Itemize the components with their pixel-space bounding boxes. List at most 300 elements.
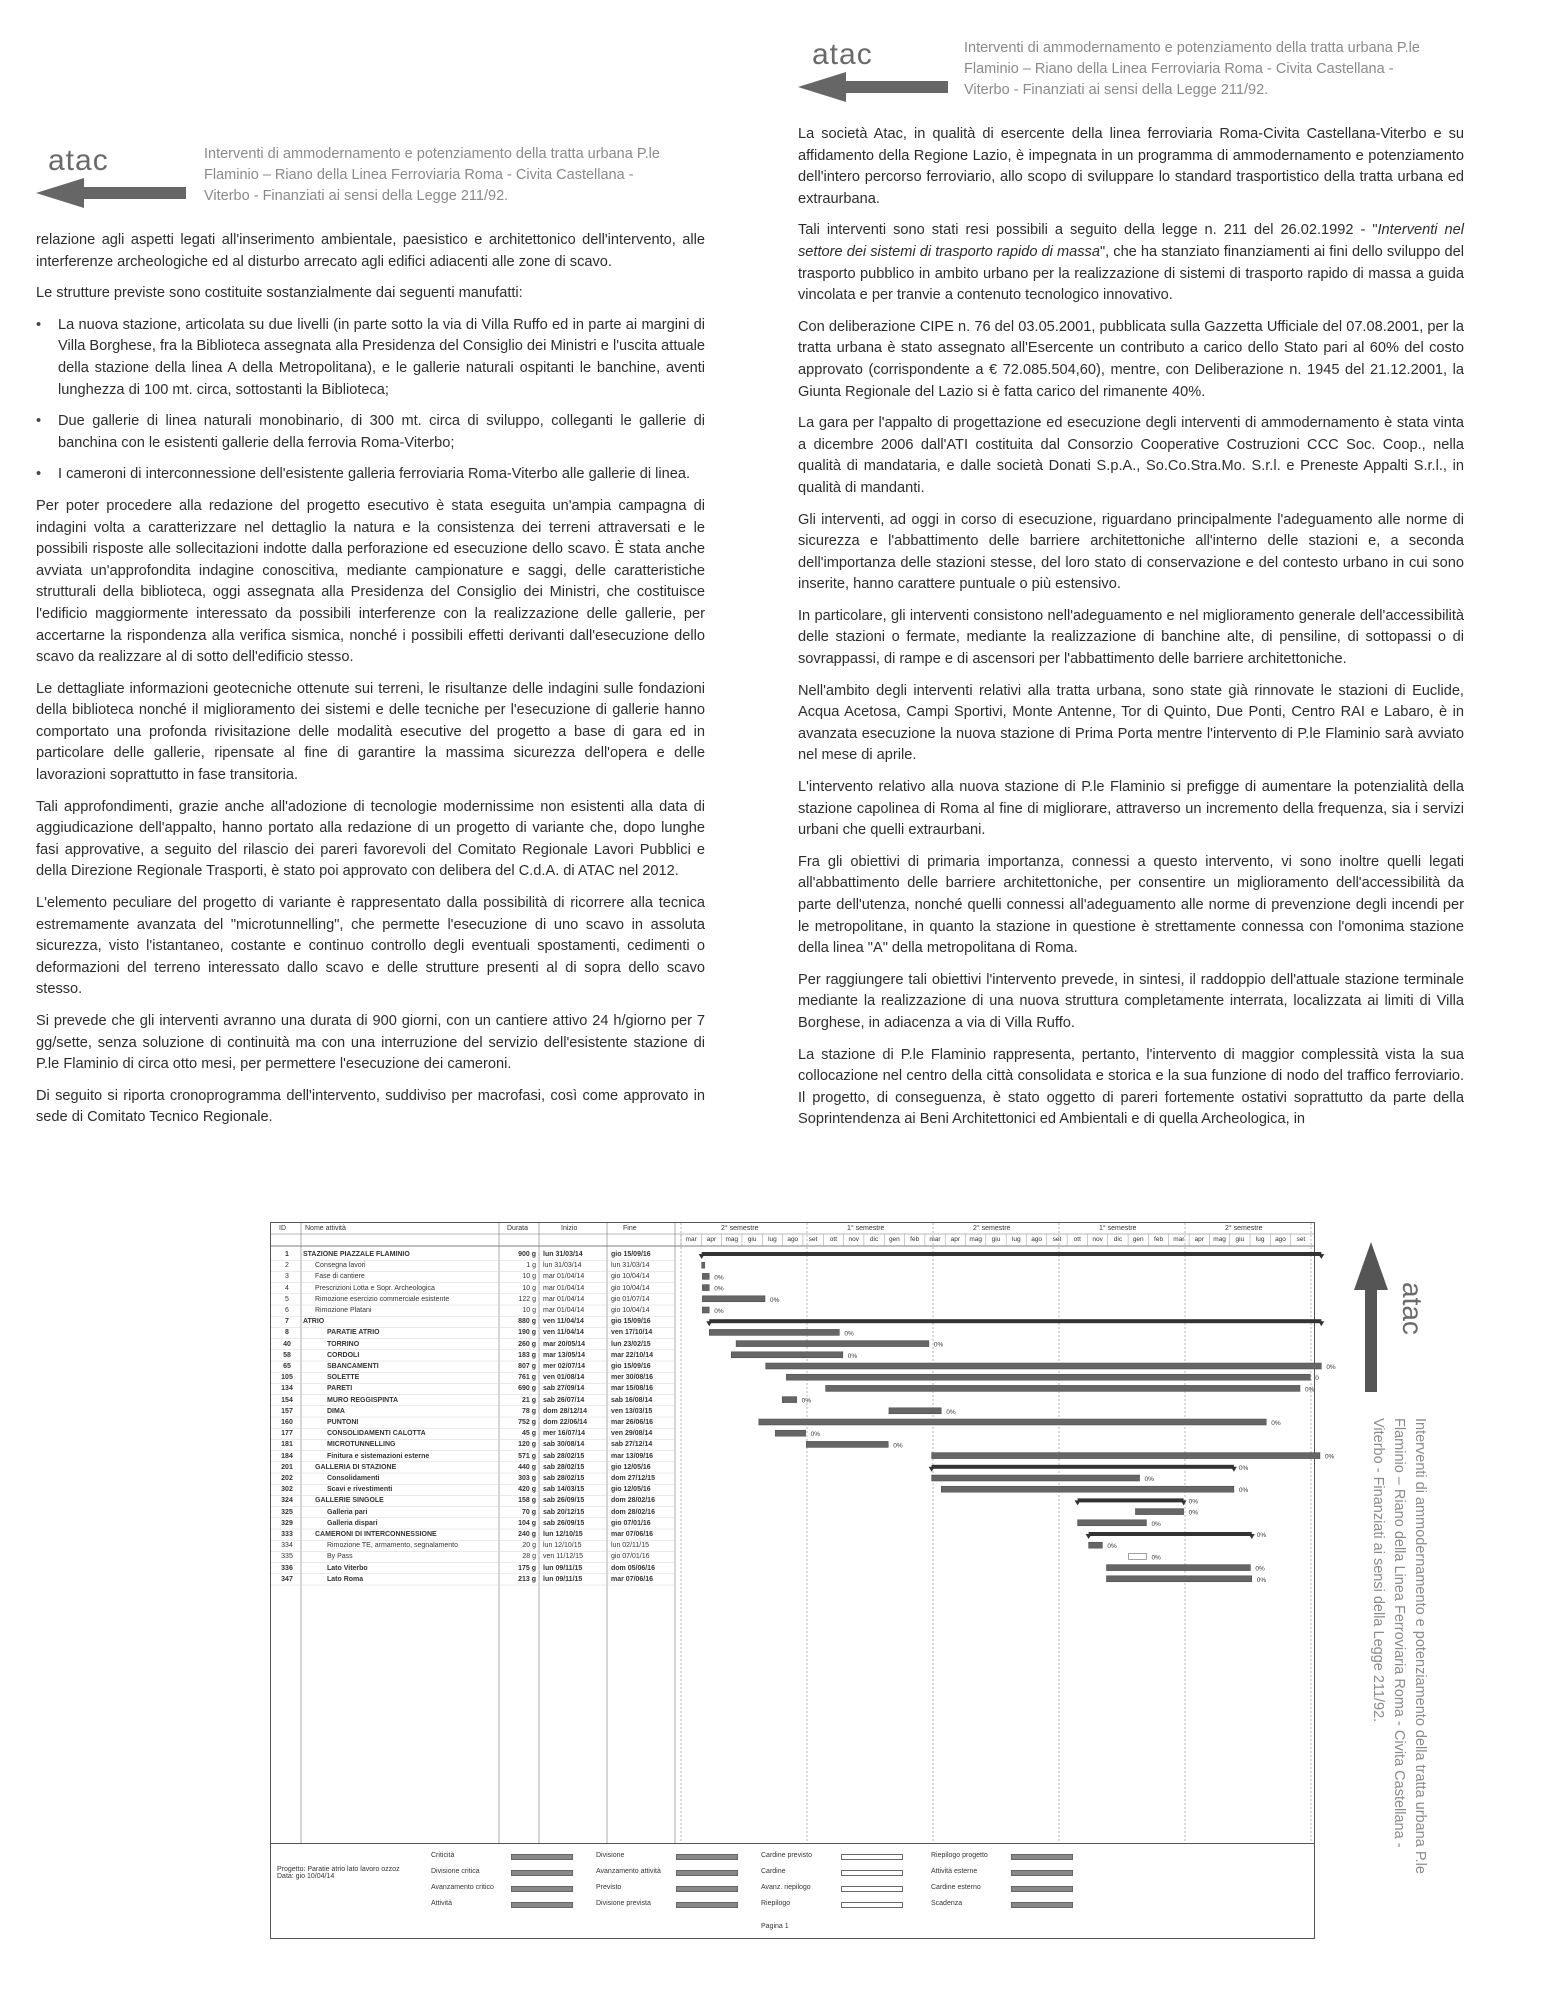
gantt-row (271, 1283, 1314, 1294)
gantt-percent-label: 0% (1238, 1464, 1249, 1472)
legend-swatch (676, 1902, 738, 1908)
gantt-month-label: mar (685, 1236, 697, 1243)
gantt-cell-duration: 880 g (518, 1318, 536, 1326)
gantt-period-label: 1° semestre (847, 1225, 885, 1232)
gantt-cell-id: 65 (283, 1363, 291, 1370)
gantt-cell-duration: 190 g (518, 1329, 536, 1337)
gantt-cell-name: Galleria pari (327, 1508, 368, 1516)
gantt-percent-label: 0 (1315, 1375, 1319, 1383)
gantt-cell-name: TORRINO (327, 1340, 360, 1348)
legend-swatch (676, 1886, 738, 1892)
header-title: Interventi di ammodernamento e potenziamento della tratta urbana P.le Flaminio – Riano della Linea Ferroviaria Roma - Civita Castellana - Viterbo - Finanziati ai sensi della Legge 211/92. (204, 146, 660, 204)
gantt-cell-id: 6 (285, 1307, 289, 1314)
gantt-cell-id: 157 (281, 1407, 293, 1415)
gantt-row (271, 1316, 1314, 1327)
gantt-row (271, 1372, 1314, 1383)
gantt-row (271, 1417, 1314, 1428)
gantt-cell-name: Finitura e sistemazioni esterne (327, 1452, 430, 1460)
gantt-percent-label: 0% (1188, 1509, 1199, 1517)
legend-label: Avanzamento attività (596, 1868, 661, 1875)
gantt-row (271, 1563, 1314, 1574)
gantt-cell-end: lun 02/11/15 (611, 1542, 650, 1550)
gantt-cell-name: GALLERIA DI STAZIONE (315, 1463, 397, 1471)
gantt-percent-label: 0% (801, 1397, 812, 1405)
gantt-cell-end: gio 10/04/14 (611, 1284, 650, 1292)
right-header (798, 30, 1518, 112)
legend-swatch (841, 1902, 903, 1908)
gantt-period-label: 1° semestre (1099, 1225, 1137, 1232)
right-column (798, 124, 1464, 1141)
gantt-percent-label: 0% (1271, 1420, 1281, 1427)
gantt-month-label: set (1052, 1236, 1062, 1243)
gantt-percent-label: 0% (1107, 1543, 1117, 1551)
gantt-cell-duration: 10 g (522, 1273, 536, 1281)
gantt-month-label: set (808, 1236, 818, 1243)
gantt-cell-end: lun 31/03/14 (611, 1262, 650, 1270)
gantt-row (271, 1294, 1314, 1305)
gantt-header-start: Inizio (561, 1225, 578, 1232)
gantt-percent-label: 0% (770, 1296, 780, 1304)
paragraph: Tali approfondimenti, grazie anche all'adozione di tecnologie modernissime non esistenti alla data di aggiudicazione dell'appalto, hanno portato alla redazione di un progetto di variante che, dopo lunghe fasi approvative, a seguito del rilascio dei pareri favorevoli del Comitato Regionale Lavori Pubblici e della Direzione Regionale Trasporti, è stato poi approvato con delibera del C.d.A. di ATAC nel 2012. (36, 798, 705, 880)
gantt-cell-start: lun 09/11/15 (543, 1564, 583, 1572)
gantt-cell-duration: 21 g (521, 1396, 536, 1404)
gantt-header-id: ID (279, 1225, 286, 1232)
gantt-cell-name: Galleria dispari (327, 1519, 378, 1527)
gantt-cell-start: sab 28/02/15 (543, 1463, 585, 1471)
paragraph: La gara per l'appalto di progettazione ed esecuzione degli interventi di ammodernamento è stata vinta a dicembre 2006 dall'ATI costituita dal Consorzio Cooperative Costruzioni CCC Soc. Coop., nella qualità di mandataria, e dalle società Donati S.p.A., So.Co.Stra.Mo. S.r.l. e Preneste Appalti S.r.l., in qualità di mandanti. (798, 415, 1464, 496)
gantt-row (271, 1462, 1314, 1473)
legend-swatch (1011, 1854, 1073, 1860)
paragraph: Tali interventi sono stati resi possibili a seguito della legge n. 211 del 26.02.1992 - "Interventi nel settore dei sistemi di trasporto rapido di massa", che ha stanziato finanziamenti ai fini dello sviluppo del trasporto pubblico in ambito urbano per la realizzazione di sistemi di trasporto rapido di massa a guida vincolata e per tranvie a contenuto tecnologico innovativo. (798, 222, 1464, 304)
gantt-cell-id: 1 (285, 1251, 289, 1258)
gantt-cell-duration: 571 g (518, 1452, 536, 1460)
gantt-cell-end: ven 13/03/15 (611, 1407, 653, 1415)
paragraph: Fra gli obiettivi di primaria importanza, connessi a questo intervento, vi sono inoltre quelli legati all'abbattimento delle barriere architettoniche, per consentire un miglioramento dell'accessibilità da parte dell'utenza, nonché quelli connessi all'adeguamento alle norme di prevenzione degli incendi per le metropolitane, in quanto la stazione in questione è strettamente connessa con l'omonima stazione della linea "A" della metropolitana di Roma. (798, 853, 1464, 957)
gantt-row (271, 1495, 1314, 1506)
gantt-cell-start: lun 31/03/14 (543, 1251, 583, 1258)
gantt-row (271, 1260, 1314, 1271)
atac-logo-arrow-icon (798, 72, 948, 102)
gantt-row (271, 1507, 1314, 1518)
gantt-cell-start: mar 13/05/14 (543, 1351, 586, 1359)
gantt-cell-id: 335 (281, 1553, 293, 1561)
gantt-cell-name: Consolidamenti (327, 1475, 380, 1482)
header-title: Interventi di ammodernamento e potenziamento della tratta urbana P.le Flaminio – Riano della Linea Ferroviaria Roma - Civita Castellana - Viterbo - Finanziati ai sensi della Legge 211/92. (964, 40, 1420, 98)
gantt-period-label: 2° semestre (1225, 1225, 1263, 1232)
gantt-row (271, 1574, 1314, 1585)
gantt-percent-label: 0% (714, 1308, 724, 1315)
gantt-cell-duration: 28 g (522, 1553, 536, 1561)
gantt-period-label: 2° semestre (973, 1225, 1011, 1232)
gantt-month-label: lug (1255, 1236, 1265, 1243)
gantt-row (271, 1484, 1314, 1495)
gantt-header-duration: Durata (507, 1225, 529, 1232)
gantt-cell-start: sab 28/02/15 (543, 1475, 585, 1482)
gantt-cell-start: mar 20/05/14 (543, 1340, 586, 1348)
gantt-percent-label: 0% (1255, 1565, 1265, 1573)
gantt-legend (271, 1843, 1314, 1919)
bullet-item: • I cameroni di interconnessione dell'esistente galleria ferroviaria Roma-Viterbo alle gallerie di linea. (36, 464, 705, 486)
gantt-row (271, 1473, 1314, 1484)
gantt-cell-duration: 10 g (522, 1307, 536, 1314)
gantt-cell-end: sab 27/12/14 (611, 1441, 653, 1449)
gantt-percent-label: 0% (714, 1285, 724, 1293)
gantt-cell-start: dom 28/12/14 (543, 1407, 587, 1415)
gantt-cell-end: ven 29/08/14 (611, 1430, 653, 1438)
side-banner (1350, 1222, 1530, 1982)
gantt-cell-name: GALLERIE SINGOLE (315, 1497, 384, 1505)
paragraph: Nell'ambito degli interventi relativi alla tratta urbana, sono state già rinnovate le stazioni di Euclide, Acqua Acetosa, Campi Sportivi, Monte Antenne, Tor di Quinto, Due Ponti, Centro RAI e Labaro, è in avanzata esecuzione la nuova stazione di Prima Porta mentre l'intervento di P.le Flaminio sarà avviato nel mese di aprile. (798, 682, 1464, 764)
gantt-cell-duration: 761 g (518, 1374, 536, 1382)
gantt-summary-cap (1318, 1321, 1324, 1326)
gantt-cell-end: gio 15/09/16 (611, 1318, 651, 1326)
legend-swatch (511, 1870, 573, 1876)
gantt-cell-name: Prescrizioni Lotta e Sopr. Archeologica (315, 1284, 435, 1292)
gantt-percent-label: 0% (893, 1442, 903, 1450)
gantt-cell-start: ven 11/12/15 (543, 1553, 583, 1561)
gantt-month-label: mar (929, 1236, 941, 1243)
paragraph: Per poter procedere alla redazione del progetto esecutivo è stata eseguita un'ampia campagna di indagini volta a caratterizzare nel dettaglio la natura e la consistenza dei terreni attraversati e le possibili risposte alle sollecitazioni indotte dalla perforazione ed esecuzione dello scavo. È stata anche avviata un'approfondita indagine conoscitiva, mediante campionature e saggi, delle caratteristiche strutturali della biblioteca, oggi assegnata alla Presidenza del Consiglio dei Ministri, che costituisce l'edificio maggiormente interessato da possibili interferenze con la realizzazione delle gallerie, per accertarne la rispondenza alla verifica sismica, nonché i possibili effetti derivanti dall'esecuzione dello scavo da realizzare al di sotto dell'edificio stesso. (36, 497, 705, 666)
gantt-row (271, 1383, 1314, 1394)
gantt-cell-id: 40 (283, 1340, 291, 1348)
gantt-cell-name: Rimozione esercizio commerciale esistente (315, 1295, 450, 1303)
paragraph: Di seguito si riporta cronoprogramma dell'intervento, suddiviso per macrofasi, così come approvato in sede di Comitato Tecnico Regionale. (36, 1087, 705, 1126)
gantt-row (271, 1451, 1314, 1462)
legend-swatch (676, 1854, 738, 1860)
gantt-cell-duration: 78 g (521, 1407, 536, 1415)
gantt-month-label: dic (1113, 1236, 1123, 1243)
gantt-cell-name: STAZIONE PIAZZALE FLAMINIO (303, 1251, 410, 1258)
gantt-month-label: dic (869, 1236, 879, 1243)
gantt-month-label: apr (1194, 1236, 1204, 1243)
gantt-cell-end: gio 15/09/16 (611, 1251, 651, 1258)
gantt-cell-duration: 260 g (518, 1340, 536, 1348)
legend-label: Attività (431, 1900, 453, 1907)
legend-label: Riepilogo progetto (931, 1852, 988, 1859)
gantt-cell-start: mer 16/07/14 (543, 1430, 586, 1438)
gantt-month-label: ott (829, 1236, 838, 1243)
gantt-cell-name: Lato Viterbo (327, 1564, 368, 1572)
gantt-cell-end: gio 15/09/16 (611, 1363, 651, 1370)
gantt-month-label: nov (1092, 1236, 1103, 1243)
gantt-cell-start: sab 20/12/15 (543, 1508, 585, 1516)
gantt-month-label: lug (1011, 1236, 1021, 1243)
gantt-cell-duration: 45 g (521, 1430, 536, 1438)
gantt-cell-end: dom 27/12/15 (611, 1475, 655, 1482)
gantt-month-label: nov (848, 1236, 859, 1243)
gantt-month-label: giu (1235, 1236, 1245, 1243)
left-column (36, 230, 705, 1139)
gantt-cell-duration: 20 g (522, 1542, 536, 1550)
gantt-cell-name: Rimozione Platani (315, 1307, 372, 1314)
gantt-cell-end: dom 28/02/16 (611, 1497, 655, 1505)
gantt-cell-start: sab 30/08/14 (543, 1441, 585, 1449)
gantt-percent-label: 0% (847, 1352, 858, 1360)
gantt-percent-label: 0% (714, 1274, 724, 1282)
paragraph: Con deliberazione CIPE n. 76 del 03.05.2001, pubblicata sulla Gazzetta Ufficiale del 07.08.2001, per la tratta urbana è stato assegnato all'Esercente un contributo a carico dello Stato pari al 60% del costo approvato (corrispondente a € 72.085.504,60), mentre, con Deliberazione n. 1945 del 21.12.2001, la Giunta Regionale del Lazio si è fatta carico del rimanente 40%. (798, 318, 1464, 400)
gantt-cell-id: 334 (281, 1542, 293, 1550)
gantt-cell-duration: 175 g (518, 1564, 536, 1572)
atac-logo-arrow-up-icon (1354, 1242, 1388, 1392)
gantt-cell-duration: 240 g (518, 1531, 536, 1538)
gantt-month-label: mar (1173, 1236, 1185, 1243)
gantt-cell-id: 58 (283, 1351, 291, 1359)
gantt-cell-start: sab 14/03/15 (543, 1486, 585, 1494)
gantt-row (271, 1305, 1314, 1316)
legend-label: Avanzamento critico (431, 1884, 494, 1891)
gantt-cell-name: Lato Roma (327, 1575, 364, 1583)
legend-swatch (841, 1870, 903, 1876)
gantt-cell-end: gio 10/04/14 (611, 1273, 650, 1281)
gantt-row (271, 1327, 1314, 1338)
gantt-percent-label: 0% (1238, 1487, 1249, 1495)
gantt-cell-duration: 120 g (518, 1441, 536, 1449)
gantt-cell-name: ATRIO (303, 1318, 325, 1326)
gantt-chart (270, 1222, 1336, 1939)
gantt-month-label: ott (1073, 1236, 1081, 1243)
bullet-icon: • (36, 316, 42, 333)
gantt-period-label: 2° semestre (721, 1225, 759, 1232)
paragraph: Gli interventi, ad oggi in corso di esecuzione, riguardano principalmente l'adeguamento alle norme di sicurezza e l'abbattimento delle barriere architettoniche all'interno delle stazioni e, a seconda dell'importanza delle stazioni stesse, del loro stato di conservazione e del contesto urbano in cui sono inserite, hanno carattere puntuale o più estensivo. (798, 511, 1464, 593)
gantt-cell-id: 201 (281, 1463, 293, 1471)
gantt-percent-label: 0% (1256, 1576, 1267, 1584)
gantt-cell-id: 7 (285, 1318, 289, 1326)
paragraph: Si prevede che gli interventi avranno una durata di 900 giorni, con un cantiere attivo 24 h/giorno per 7 gg/sette, senza soluzione di continuità ma con una interruzione del servizio dell'esistente stazione di P.le Flaminio di circa otto mesi, per permettere l'esecuzione dei cameroni. (36, 1013, 705, 1073)
gantt-month-label: gen (1132, 1236, 1144, 1243)
gantt-month-label: ago (1031, 1236, 1043, 1243)
gantt-cell-id: 105 (281, 1374, 293, 1382)
gantt-cell-start: lun 09/11/15 (543, 1575, 583, 1583)
gantt-percent-label: 0% (1326, 1364, 1336, 1371)
paragraph: La stazione di P.le Flaminio rappresenta, pertanto, l'intervento di maggior complessità vista la sua collocazione nel centro della città consolidata e storica e la sua funzione di nodo del traffico ferroviario. Il progetto, di conseguenza, è stato oggetto di pareri fortemente ostativi soprattutto da parte della Soprintendenza ai Beni Architettonici ed Ambientali e di quella Archeologica, in (798, 1046, 1464, 1128)
gantt-cell-duration: 807 g (518, 1363, 536, 1370)
gantt-cell-start: dom 22/06/14 (543, 1419, 587, 1426)
gantt-row (271, 1271, 1314, 1282)
gantt-cell-id: 4 (285, 1284, 289, 1292)
gantt-month-label: ago (1275, 1236, 1286, 1243)
gantt-percent-label: 0% (1188, 1498, 1199, 1506)
gantt-cell-duration: 900 g (518, 1251, 536, 1258)
gantt-cell-id: 202 (281, 1475, 293, 1482)
gantt-percent-label: 0% (810, 1431, 821, 1439)
gantt-month-label: mag (725, 1236, 739, 1243)
legend-label: Criticità (431, 1852, 455, 1859)
bullet-item: • La nuova stazione, articolata su due livelli (in parte sotto la via di Villa Ruffo ed in parte ai margini di Villa Borghese, fra la Biblioteca assegnata alla Presidenza del Consiglio dei Ministri e l'uscita attuale della stazione della linea A della Metropolitana), e le gallerie naturali ospitanti le banchine, aventi lunghezza di 100 mt. circa, sottostanti la Biblioteca; (36, 316, 705, 398)
gantt-cell-start: sab 26/09/15 (543, 1519, 585, 1527)
gantt-row (271, 1395, 1314, 1406)
legend-swatch (511, 1902, 573, 1908)
gantt-cell-duration: 70 g (521, 1508, 536, 1516)
legend-label: Divisione critica (431, 1868, 480, 1875)
gantt-cell-end: gio 12/05/16 (611, 1486, 651, 1494)
gantt-row (271, 1551, 1314, 1562)
gantt-cell-name: MURO REGGISPINTA (327, 1396, 399, 1404)
gantt-month-label: lug (768, 1236, 777, 1243)
gantt-cell-duration: 183 g (518, 1351, 536, 1359)
gantt-cell-id: 154 (281, 1396, 293, 1404)
gantt-cell-name: DIMA (327, 1407, 345, 1415)
gantt-cell-name: PARETI (327, 1385, 353, 1393)
paragraph: L'intervento relativo alla nuova stazione di P.le Flaminio si prefigge di aumentare la potenzialità della stazione capolinea di Roma al fine di migliorare, attraverso un incremento della frequenza, sia i servizi urbani che quelli extraurbani. (798, 779, 1464, 839)
gantt-cell-id: 2 (285, 1262, 289, 1270)
gantt-cell-name: MICROTUNNELLING (327, 1441, 396, 1449)
legend-label: Scadenza (931, 1900, 963, 1907)
legend-label: Cardine (761, 1868, 786, 1875)
gantt-cell-name: SOLETTE (327, 1374, 360, 1382)
gantt-cell-end: mar 13/09/16 (611, 1452, 654, 1460)
gantt-cell-name: Fase di cantiere (315, 1273, 365, 1281)
gantt-cell-name: CORDOLI (327, 1351, 360, 1359)
gantt-header-end: Fine (623, 1225, 637, 1232)
gantt-cell-name: Consegna lavori (315, 1262, 366, 1270)
gantt-cell-end: mar 15/08/16 (611, 1385, 654, 1393)
gantt-cell-id: 134 (281, 1385, 293, 1393)
paragraph: relazione agli aspetti legati all'inserimento ambientale, paesistico e architettonico dell'intervento, alle interferenze archeologiche ed al disturbo arrecato agli edifici adiacenti alle zone di scavo. (36, 232, 705, 270)
gantt-cell-end: sab 16/08/14 (611, 1396, 653, 1404)
gantt-percent-label: 0% (844, 1330, 854, 1338)
gantt-month-label: giu (991, 1236, 1001, 1243)
gantt-cell-name: Rimozione TE, armamento, segnalamento (327, 1542, 458, 1550)
gantt-cell-end: ven 17/10/14 (611, 1329, 653, 1337)
gantt-cell-name: Scavi e rivestimenti (327, 1486, 393, 1494)
legend-swatch (511, 1854, 573, 1860)
gantt-cell-end: gio 07/01/16 (611, 1519, 651, 1527)
gantt-cell-duration: 213 g (518, 1575, 536, 1583)
gantt-month-label: mag (969, 1236, 982, 1243)
gantt-cell-end: lun 23/02/15 (611, 1340, 651, 1348)
gantt-row (271, 1350, 1314, 1361)
gantt-row (271, 1249, 1314, 1260)
gantt-cell-duration: 303 g (518, 1475, 536, 1482)
gantt-month-label: feb (910, 1236, 920, 1243)
bullet-icon: • (36, 413, 42, 430)
gantt-cell-id: 3 (285, 1273, 289, 1281)
gantt-cell-start: sab 28/02/15 (543, 1452, 585, 1460)
gantt-row (271, 1540, 1314, 1551)
gantt-cell-id: 160 (281, 1419, 293, 1426)
gantt-summary-cap (1318, 1254, 1324, 1259)
legend-project-info: Progetto: Paratie atrio lato lavoro ozzoz Data: gio 10/04/14 (277, 1866, 400, 1880)
gantt-cell-name: CAMERONI DI INTERCONNESSIONE (315, 1531, 437, 1538)
gantt-month-label: giu (747, 1236, 757, 1243)
legend-swatch (1011, 1886, 1073, 1892)
paragraph: Per raggiungere tali obiettivi l'intervento prevede, in sintesi, il raddoppio dell'attuale stazione terminale mediante la realizzazione di una nuova struttura completamente interrata, localizzata ai limiti di Villa Borghese, in adiacenza a via di Villa Ruffo. (798, 971, 1464, 1031)
legend-label: Divisione (596, 1852, 625, 1859)
gantt-cell-duration: 122 g (518, 1295, 536, 1303)
left-header (36, 134, 716, 216)
legend-swatch (676, 1870, 738, 1876)
gantt-cell-duration: 690 g (518, 1385, 536, 1393)
gantt-cell-id: 325 (281, 1508, 293, 1516)
gantt-cell-end: gio 01/07/14 (611, 1295, 650, 1303)
gantt-cell-id: 8 (285, 1329, 289, 1337)
gantt-cell-duration: 752 g (518, 1419, 536, 1426)
legend-label: Cardine previsto (761, 1852, 812, 1859)
gantt-cell-id: 333 (281, 1531, 293, 1538)
gantt-cell-start: mar 01/04/14 (543, 1273, 585, 1281)
gantt-cell-end: gio 07/01/16 (611, 1553, 650, 1561)
gantt-cell-name: By Pass (327, 1553, 353, 1561)
gantt-percent-label: 0% (1144, 1476, 1154, 1483)
gantt-month-label: ago (787, 1236, 799, 1243)
legend-label: Previsto (596, 1884, 622, 1891)
gantt-row (271, 1428, 1314, 1439)
legend-swatch (511, 1886, 573, 1892)
side-logo-word: atac (1397, 1282, 1428, 1335)
gantt-cell-start: ven 01/08/14 (543, 1374, 585, 1382)
gantt-cell-end: mar 07/06/16 (611, 1575, 654, 1583)
legend-label: Riepilogo (761, 1900, 791, 1907)
paragraph: Le strutture previste sono costituite sostanzialmente dai seguenti manufatti: (36, 285, 523, 302)
gantt-percent-label: 0% (1151, 1520, 1161, 1528)
gantt-cell-start: lun 12/10/15 (543, 1531, 583, 1538)
gantt-cell-duration: 104 g (518, 1519, 536, 1527)
gantt-row (271, 1406, 1314, 1417)
gantt-percent-label: 0% (933, 1341, 944, 1349)
gantt-cell-id: 302 (281, 1486, 293, 1494)
bullet-icon: • (36, 466, 42, 483)
gantt-cell-name: CONSOLIDAMENTI CALOTTA (327, 1430, 426, 1438)
gantt-cell-start: ven 11/04/14 (543, 1318, 584, 1326)
paragraph: La società Atac, in qualità di esercente della linea ferroviaria Roma-Civita Castellana-Viterbo e su affidamento della Regione Lazio, è impegnata in un programma di ammodernamento e potenziamento dell'intero percorso ferroviario, allo scopo di sviluppare lo standard trasportistico della tratta urbana ed extraurbana. (798, 126, 1464, 207)
legend-swatch (1011, 1870, 1073, 1876)
gantt-cell-id: 177 (281, 1430, 293, 1438)
gantt-month-label: set (1296, 1236, 1306, 1243)
gantt-percent-label: 0% (1256, 1532, 1267, 1539)
gantt-cell-duration: 1 g (526, 1262, 536, 1270)
atac-logo-arrow-icon (36, 178, 186, 208)
side-title: Interventi di ammodernamento e potenziamento della tratta urbana P.le Flaminio – Riano della Linea Ferroviaria Roma - Civita Castellana - Viterbo - Finanziati ai sensi della Legge 211/92. (1370, 1418, 1428, 1874)
gantt-row (271, 1361, 1314, 1372)
gantt-cell-end: mar 26/06/16 (611, 1419, 654, 1426)
gantt-cell-id: 184 (281, 1452, 293, 1460)
gantt-cell-id: 5 (285, 1295, 289, 1303)
gantt-month-label: apr (950, 1236, 961, 1243)
gantt-cell-duration: 440 g (518, 1463, 536, 1471)
legend-label: Avanz. riepilogo (761, 1884, 811, 1891)
legend-label: Attività esterne (931, 1868, 978, 1875)
paragraph: Le dettagliate informazioni geotecniche ottenute sui terreni, le risultanze delle indagini sulle fondazioni della biblioteca nonché il miglioramento dei sistemi e delle tecniche per l'esecuzione di gallerie hanno comportato una profonda rivisitazione delle modalità esecutive del progetto a base di gara ed in particolare delle gallerie, ripensate al fine di garantire la massima sicurezza dell'opera e delle lavorazioni soprattutto in fase transitoria. (36, 680, 705, 784)
gantt-cell-name: PARATIE ATRIO (327, 1329, 380, 1337)
gantt-cell-start: lun 12/10/15 (543, 1542, 582, 1550)
gantt-cell-end: gio 10/04/14 (611, 1307, 650, 1314)
gantt-cell-id: 347 (281, 1575, 293, 1583)
atac-logo-word: atac (48, 144, 109, 177)
gantt-cell-end: gio 12/05/16 (611, 1463, 651, 1471)
atac-logo-word: atac (812, 38, 873, 71)
gantt-percent-label: 0% (1324, 1453, 1335, 1461)
legend-swatch (1011, 1902, 1073, 1908)
legend-swatch (841, 1886, 903, 1892)
gantt-month-label: mag (1213, 1236, 1226, 1243)
legend-label: Divisione prevista (596, 1900, 651, 1907)
gantt-cell-id: 336 (281, 1564, 293, 1572)
gantt-cell-name: PUNTONI (327, 1419, 359, 1426)
gantt-cell-duration: 158 g (518, 1497, 536, 1505)
gantt-row (271, 1339, 1314, 1350)
gantt-cell-start: mar 01/04/14 (543, 1284, 585, 1292)
gantt-cell-end: dom 28/02/16 (611, 1508, 655, 1516)
gantt-cell-start: mar 01/04/14 (543, 1295, 585, 1303)
gantt-cell-start: mer 02/07/14 (543, 1363, 586, 1370)
gantt-cell-end: mer 30/08/16 (611, 1374, 654, 1382)
page-number: Pagina 1 (761, 1923, 789, 1930)
gantt-percent-label: 0% (946, 1408, 956, 1416)
gantt-cell-end: mar 22/10/14 (611, 1351, 654, 1359)
legend-label: Cardine esterno (931, 1884, 981, 1891)
gantt-row (271, 1439, 1314, 1450)
paragraph: In particolare, gli interventi consistono nell'adeguamento e nel miglioramento generale dell'accessibilità delle stazioni o fermate, mediante la realizzazione di banchine alte, di pensiline, di sottopassi o di sovrappassi, di rampe e di ascensori per l'abbattimento delle barriere architettoniche. (798, 607, 1464, 668)
